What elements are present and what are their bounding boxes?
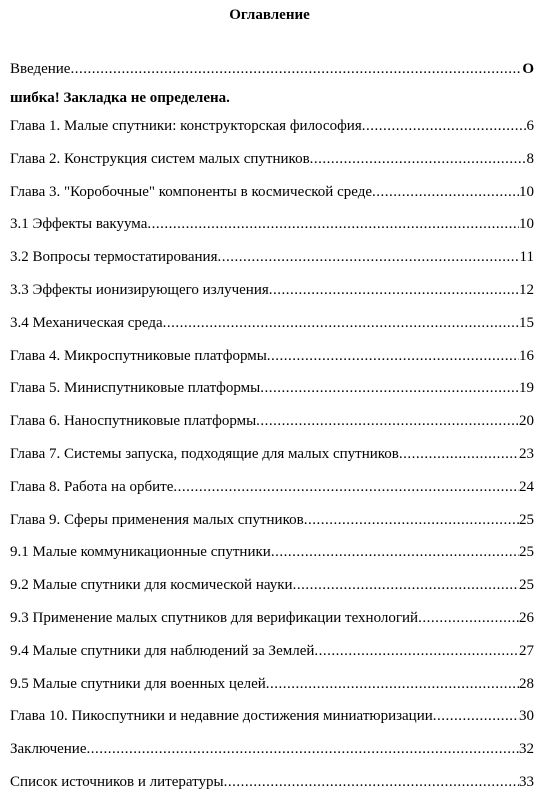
toc-entry: [10, 150, 534, 168]
toc-error-continuation: шибка! Закладка не определена.: [10, 90, 230, 106]
toc-leader-dots: [267, 347, 519, 365]
toc-leader-dots: [269, 281, 519, 299]
toc-entry-page: 25: [519, 577, 534, 593]
toc-title: Оглавление: [229, 7, 310, 23]
toc-leader-dots: [147, 215, 519, 233]
toc-leader-dots: [418, 609, 519, 627]
toc-leader-dots: [218, 248, 520, 266]
toc-entry-page: 25: [519, 512, 534, 528]
toc-entry: [10, 707, 534, 725]
toc-entry-label: Глава 7. Системы запуска, подходящие для малых спутников: [10, 446, 399, 462]
toc-entry: [10, 576, 534, 594]
toc-entry-label: 3.2 Вопросы термостатирования: [10, 249, 218, 265]
toc-entry-page: 27: [519, 643, 534, 659]
toc-entry-page: 8: [526, 151, 534, 167]
toc-leader-dots: [293, 576, 519, 594]
toc-entry: [10, 314, 534, 332]
toc-entry: [10, 412, 534, 430]
toc-entry-page: 15: [519, 315, 534, 331]
toc-entry-label: Глава 8. Работа на орбите: [10, 479, 174, 495]
toc-entry-introduction: [10, 60, 534, 78]
toc-entry: [10, 675, 534, 693]
toc-entry: [10, 511, 534, 529]
toc-entry: [10, 773, 534, 791]
toc-entry-label: 9.1 Малые коммуникационные спутники: [10, 544, 271, 560]
toc-entry: [10, 379, 534, 397]
toc-entry-page: 12: [519, 282, 534, 298]
toc-entry: [10, 183, 534, 201]
toc-entry-page: 6: [526, 118, 534, 134]
toc-entry-page: 23: [519, 446, 534, 462]
toc-leader-dots: [310, 150, 527, 168]
toc-entry: [10, 215, 534, 233]
toc-entry-page: О: [522, 61, 534, 77]
toc-entry-label: 9.5 Малые спутники для военных целей: [10, 676, 266, 692]
toc-entry-label: 9.4 Малые спутники для наблюдений за Землей: [10, 643, 315, 659]
toc-entry: [10, 740, 534, 758]
toc-leader-dots: [266, 675, 519, 693]
toc-entry-label: 9.2 Малые спутники для космической науки: [10, 577, 293, 593]
toc-entry-page: 11: [519, 249, 534, 265]
toc-leader-dots: [260, 379, 519, 397]
toc-entry-page: 24: [519, 479, 534, 495]
toc-entry: [10, 281, 534, 299]
toc-entry-label: 3.4 Механическая среда: [10, 315, 163, 331]
toc-entry: [10, 642, 534, 660]
toc-leader-dots: [224, 773, 519, 791]
toc-entry-label: 3.1 Эффекты вакуума: [10, 216, 148, 232]
toc-leader-dots: [314, 642, 519, 660]
toc-entry: [10, 543, 534, 561]
toc-entry-label: Глава 10. Пикоспутники и недавние достижения миниатюризации: [10, 708, 433, 724]
toc-leader-dots: [433, 707, 519, 725]
toc-entry-page: 10: [519, 184, 534, 200]
toc-entry-page: 16: [519, 348, 534, 364]
toc-leader-dots: [362, 117, 527, 135]
toc-entry-page: 30: [519, 708, 534, 724]
toc-entry: [10, 445, 534, 463]
toc-entry-page: 19: [519, 380, 534, 396]
toc-entry: [10, 117, 534, 135]
toc-entry-label: 3.3 Эффекты ионизирующего излучения: [10, 282, 269, 298]
toc-entry-label: Глава 1. Малые спутники: конструкторская философия: [10, 118, 362, 134]
toc-entry-page: 20: [519, 413, 534, 429]
toc-entry-page: 25: [519, 544, 534, 560]
toc-entry: [10, 248, 534, 266]
toc-leader-dots: [399, 445, 519, 463]
toc-entry-label: Глава 4. Микроспутниковые платформы: [10, 348, 267, 364]
toc-entry-label: 9.3 Применение малых спутников для верификации технологий: [10, 610, 419, 626]
toc-entry-label: Заключение: [10, 741, 87, 757]
toc-entry-label: Глава 5. Миниспутниковые платформы: [10, 380, 261, 396]
toc-entry-label: Глава 3. "Коробочные" компоненты в космической среде: [10, 184, 372, 200]
toc-entry-label: Список источников и литературы: [10, 774, 224, 790]
toc-leader-dots: [163, 314, 519, 332]
toc-entry-label: Глава 9. Сферы применения малых спутников: [10, 512, 304, 528]
toc-entry: [10, 347, 534, 365]
toc-entry-page: 28: [519, 676, 534, 692]
toc-entry-page: 26: [519, 610, 534, 626]
toc-entry: [10, 478, 534, 496]
toc-entry-label: Глава 6. Наноспутниковые платформы: [10, 413, 257, 429]
toc-entry: [10, 609, 534, 627]
toc-entry-page: 33: [519, 774, 534, 790]
toc-leader-dots: [173, 478, 519, 496]
toc-leader-dots: [70, 60, 522, 78]
toc-leader-dots: [87, 740, 520, 758]
toc-entry-page: 32: [519, 741, 534, 757]
toc-entry-label: Глава 2. Конструкция систем малых спутников: [10, 151, 310, 167]
toc-leader-dots: [372, 183, 519, 201]
toc-entry-page: 10: [519, 216, 534, 232]
toc-leader-dots: [304, 511, 519, 529]
toc-leader-dots: [256, 412, 519, 430]
toc-entry-label: Введение: [10, 61, 71, 77]
toc-leader-dots: [271, 543, 519, 561]
